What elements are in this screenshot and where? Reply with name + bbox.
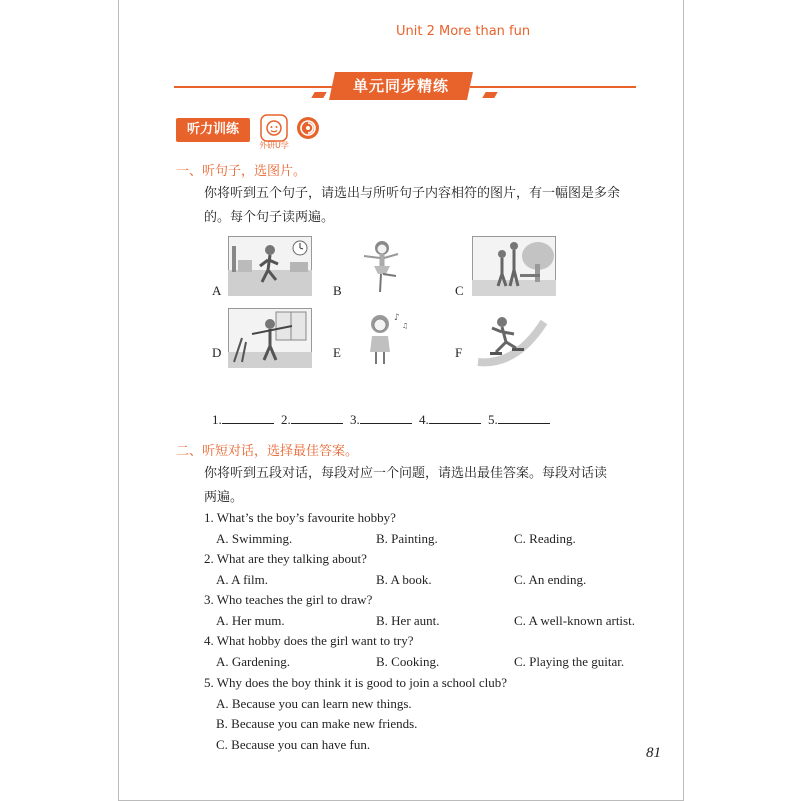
part2-instruction-line2: 两遍。: [204, 490, 244, 505]
section-tag-listening: 听力训练: [176, 118, 250, 142]
option-letter-f: F: [455, 345, 463, 360]
q1-option-c[interactable]: C. Reading.: [514, 531, 576, 546]
picture-c-walking-in-park-icon: [472, 236, 556, 296]
question-4: 4. What hobby does the girl want to try?: [204, 633, 414, 648]
answer-blanks: [212, 411, 554, 428]
question-2: 2. What are they talking about?: [204, 551, 367, 566]
u-learn-logo-label: 外研U学: [259, 141, 289, 150]
q4-option-c[interactable]: C. Playing the guitar.: [514, 654, 625, 669]
title-rule-left: [174, 86, 332, 88]
svg-text:♫: ♫: [402, 322, 409, 330]
q4-option-b[interactable]: B. Cooking.: [376, 654, 440, 669]
q2-option-b[interactable]: B. A book.: [376, 572, 432, 587]
picture-b-dancing-girl-icon: [352, 236, 412, 296]
q3-option-c[interactable]: C. A well-known artist.: [514, 613, 635, 628]
svg-text:♪: ♪: [394, 313, 400, 323]
page-title: 单元同步精练: [352, 77, 449, 95]
unit-header: Unit 2 More than fun: [396, 24, 531, 39]
part1-instruction-line1: 你将听到五个句子，请选出与所听句子内容相符的图片，有一幅图是多余: [204, 186, 621, 201]
answer-blank-4[interactable]: [429, 411, 481, 424]
question-5: 5. Why does the boy think it is good to join a school club?: [204, 675, 508, 690]
blank-label-2: 2.: [281, 412, 291, 427]
blank-label-3: 3.: [350, 412, 360, 427]
option-letter-e: E: [333, 345, 341, 360]
option-letter-d: D: [212, 345, 222, 360]
picture-d-playing-instrument-icon: [228, 308, 312, 368]
part2-heading: 二、听短对话，选择最佳答案。: [176, 444, 359, 459]
q5-option-a[interactable]: A. Because you can learn new things.: [216, 696, 412, 711]
q1-option-b[interactable]: B. Painting.: [376, 531, 438, 546]
option-letter-b: B: [333, 283, 342, 298]
q3-option-a[interactable]: A. Her mum.: [216, 613, 285, 628]
q1-option-a[interactable]: A. Swimming.: [216, 531, 293, 546]
part1-instruction-line2: 的。每个句子读两遍。: [204, 210, 335, 225]
answer-blank-1[interactable]: [222, 411, 274, 424]
answer-blank-3[interactable]: [360, 411, 412, 424]
option-letter-c: C: [455, 283, 464, 298]
part2-instruction-line1: 你将听到五段对话，每段对应一个问题，请选出最佳答案。每段对话读: [204, 466, 608, 481]
picture-e-singing-girl-icon: [352, 308, 412, 368]
answer-blank-5[interactable]: [498, 411, 550, 424]
audio-play-icon[interactable]: [296, 116, 320, 140]
option-letter-a: A: [212, 283, 222, 298]
question-3: 3. Who teaches the girl to draw?: [204, 592, 373, 607]
q3-option-b[interactable]: B. Her aunt.: [376, 613, 440, 628]
part1-heading: 一、听句子，选图片。: [176, 164, 307, 179]
u-learn-logo-icon[interactable]: [260, 114, 288, 142]
title-rule-right: [470, 86, 636, 88]
q2-option-c[interactable]: C. An ending.: [514, 572, 587, 587]
blank-label-5: 5.: [488, 412, 498, 427]
picture-a-running-icon: [228, 236, 312, 296]
q2-option-a[interactable]: A. A film.: [216, 572, 269, 587]
blank-label-1: 1.: [212, 412, 222, 427]
answer-blank-2[interactable]: [291, 411, 343, 424]
picture-f-skating-icon: [472, 308, 556, 368]
q5-option-b[interactable]: B. Because you can make new friends.: [216, 716, 418, 731]
q4-option-a[interactable]: A. Gardening.: [216, 654, 291, 669]
q5-option-c[interactable]: C. Because you can have fun.: [216, 737, 371, 752]
page-number: 81: [646, 745, 661, 761]
question-1: 1. What’s the boy’s favourite hobby?: [204, 510, 396, 525]
blank-label-4: 4.: [419, 412, 429, 427]
